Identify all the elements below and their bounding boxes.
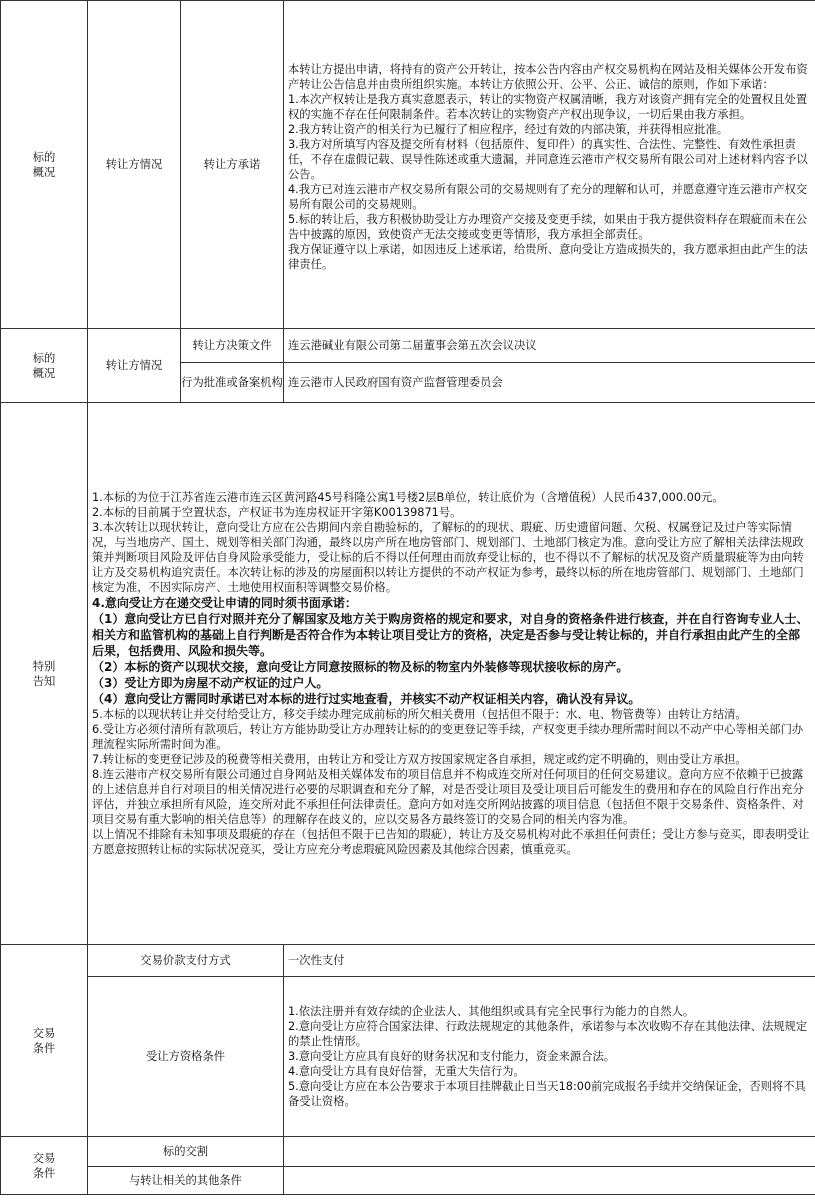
special-notice-items [92, 490, 811, 857]
qualification-item: 2.意向受让方应符合国家法律、行政法规规定的其他条件，承诺参与本次收购不存在其他法律、法规规定的禁止性情形。 [288, 1020, 808, 1048]
section-label-text: 特别 告知 [32, 659, 56, 688]
notice-item: 2.本标的目前属于空置状态，产权证书为连房权证开字第K00139871号。 [92, 506, 462, 519]
section-label-special [1, 403, 88, 945]
handover-value [284, 1137, 815, 1167]
decision-doc-value: 连云港碱业有限公司第二届董事会第五次会议决议 [284, 329, 815, 363]
section-label-text: 标的 概况 [32, 351, 56, 380]
transferor-info-label: 转让方情况 [88, 1, 181, 329]
section-label-text: 标的 概况 [32, 150, 56, 179]
notice-item: （2）本标的资产以现状交接，意向受让方同意按照标的物及标的物室内外装修等现状接收标的房产。 [92, 660, 629, 674]
notice-item: （3）受让方即为房屋不动产权证的过户人。 [92, 676, 329, 690]
qualification-items [288, 1004, 811, 1109]
commitment-label: 转让方承诺 [181, 1, 284, 329]
qualification-label: 受让方资格条件 [88, 977, 284, 1137]
section-label-text: 交易 条件 [32, 1026, 56, 1055]
approval-value: 连云港市人民政府国有资产监督管理委员会 [284, 363, 815, 403]
section-label-overview-2 [1, 329, 88, 403]
transferor-info-label-2: 转让方情况 [88, 329, 181, 403]
qualification-item: 1.依法注册并有效存续的企业法人、其他组织或具有完全民事行为能力的自然人。 [288, 1005, 695, 1018]
other-conditions-value [284, 1167, 815, 1195]
notice-item: 6.受让方必须付清所有款项后，转让方方能协助受让方办理转让标的的变更登记等手续，产权变更手续办理所需时间以不动产中心等相关部门办理流程实际所需时间为准。 [92, 723, 804, 751]
handover-label: 标的交割 [88, 1137, 284, 1167]
payment-label: 交易价款支付方式 [88, 945, 284, 977]
decision-doc-label: 转让方决策文件 [181, 329, 284, 363]
notice-item: （1）意向受让方已自行对照并充分了解国家及地方关于购房资格的规定和要求，对自身的资格条件进行核查，并在自行咨询专业人士、相关方和监管机构的基础上自行判断是否符合作为本转让项目受让方的资格，决定是否参与受让转让标的，并自行承担由此产生的全部后果，包括费用、风险和损失等。 [92, 612, 809, 658]
payment-value: 一次性支付 [284, 945, 815, 977]
approval-label: 行为批准或备案机构 [181, 363, 284, 403]
section-label-text: 交易 条件 [32, 1151, 56, 1180]
special-notice-text [88, 403, 815, 945]
commitment-paragraph: 1.本次产权转让是我方真实意愿表示，转让的实物资产权属清晰，我方对该资产拥有完全的处置权且处置权的实施不存在任何限制条件。若本次转让的实物资产产权出现争议，一切后果由我方承担。 [288, 92, 808, 121]
qualification-item: 4.意向受让方具有良好信誉，无重大失信行为。 [288, 1065, 525, 1078]
section-label-trade-2 [1, 1137, 88, 1195]
commitment-paragraph: 本转让方提出申请，将持有的资产公开转让，按本公告内容由产权交易机构在网站及相关媒体公开发布资产转让公告信息并由贵所组织实施。本转让方依照公开、公平、公正、诚信的原则，作如下承诺： [288, 62, 808, 91]
section-label-trade [1, 945, 88, 1137]
notice-item: 1.本标的为位于江苏省连云港市连云区黄河路45号科隆公寓1号楼2层B单位，转让底价为（含增值税）人民币437,000.00元。 [92, 491, 724, 504]
commitment-paragraphs [288, 58, 811, 272]
qualification-text [284, 977, 815, 1137]
notice-item: 4.意向受让方在递交受让申请的同时须书面承诺： [92, 596, 357, 610]
notice-item: 以上情况不排除有未知事项及瑕疵的存在（包括但不限于已告知的瑕疵），转让方及交易机构对此不承担任何责任；受让方参与竞买，即表明受让方愿意按照转让标的实际状况竞买，受让方应充分考虑瑕疵风险因素及其他综合因素，慎重竞买。 [92, 828, 810, 856]
qualification-item: 3.意向受让方应具有良好的财务状况和支付能力，资金来源合法。 [288, 1050, 616, 1063]
notice-item: 7.转让标的变更登记涉及的税费等相关费用，由转让方和受让方双方按国家规定各自承担，规定或约定不明确的，则由受让方承担。 [92, 753, 747, 766]
commitment-paragraph: 2.我方转让资产的相关行为已履行了相应程序，经过有效的内部决策，并获得相应批准。 [288, 122, 729, 136]
commitment-paragraph: 我方保证遵守以上承诺，如因违反上述承诺，给贵所、意向受让方造成损失的，我方愿承担由此产生的法律责任。 [288, 242, 808, 271]
commitment-paragraph: 4.我方已对连云港市产权交易所有限公司的交易规则有了充分的理解和认可，并愿意遵守连云港市产权交易所有限公司的交易规则。 [288, 182, 808, 211]
notice-item: （4）意向受让方需同时承诺已对本标的进行过实地查看，并核实不动产权证相关内容，确认没有异议。 [92, 692, 641, 706]
notice-item: 3.本次转让以现状转让，意向受让方应在公告期间内亲自勘验标的，了解标的的现状、瑕疵、历史遗留问题、欠税、权属登记及过户等实际情况，与当地房产、国土、规划等相关部门沟通，最终以房产所在地房管部门、规划部门、土地部门核定为准。意向受让方应了解相关法律法规政策并判断项目风险及评估自身风险承受能力，受让标的后不得以任何理由而放弃受让标的，也不得以不了解标的状况及资产质量瑕疵等为由向转让方及交易机构追究责任。本次转让标的涉及的房屋面积以转让方提供的不动产权证为参考，最终以标的所在地房管部门、规划部门、土地部门核定为准，不因实际房产、土地使用权面积等调整交易价格。 [92, 521, 804, 594]
notice-item: 5.本标的以现状转让并交付给受让方，移交手续办理完成前标的所欠相关费用（包括但不限于：水、电、物管费等）由转让方结清。 [92, 708, 747, 721]
commitment-paragraph: 3.我方对所填写内容及提交所有材料（包括原件、复印件）的真实性、合法性、完整性、有效性承担责任，不存在虚假记载、误导性陈述或重大遗漏，并同意连云港市产权交易所有限公司对上述材料内容予以公告。 [288, 137, 808, 181]
other-conditions-label: 与转让相关的其他条件 [88, 1167, 284, 1195]
commitment-paragraph: 5.标的转让后，我方积极协助受让方办理资产交接及变更手续，如果由于我方提供资料存在瑕疵而未在公告中披露的原因，致使资产无法交接或变更等情形，我方承担全部责任。 [288, 212, 808, 241]
qualification-item: 5.意向受让方应在本公告要求于本项目挂牌截止日当天18:00前完成报名手续并交纳保证金，否则将不具备受让资格。 [288, 1080, 806, 1108]
commitment-text [284, 1, 815, 329]
notice-item: 8.连云港市产权交易所有限公司通过自身网站及相关媒体发布的项目信息并不构成连交所对任何项目的任何交易建议。意向方应不依赖于已披露的上述信息并自行对项目的相关情况进行必要的尽职调查和充分了解，对是否受让项目及受让项目后可能发生的费用和存在的风险自行作出充分评估，并独立承担所有风险，连交所对此不承担任何法律责任。意向方如对连交所网站披露的项目信息（包括但不限于交易条件、资格条件、对项目交易有重大影响的相关信息等）的理解存在歧义的，应以交易各方最终签订的交易合同的相关内容为准。 [92, 768, 804, 826]
section-label-overview [1, 1, 88, 329]
